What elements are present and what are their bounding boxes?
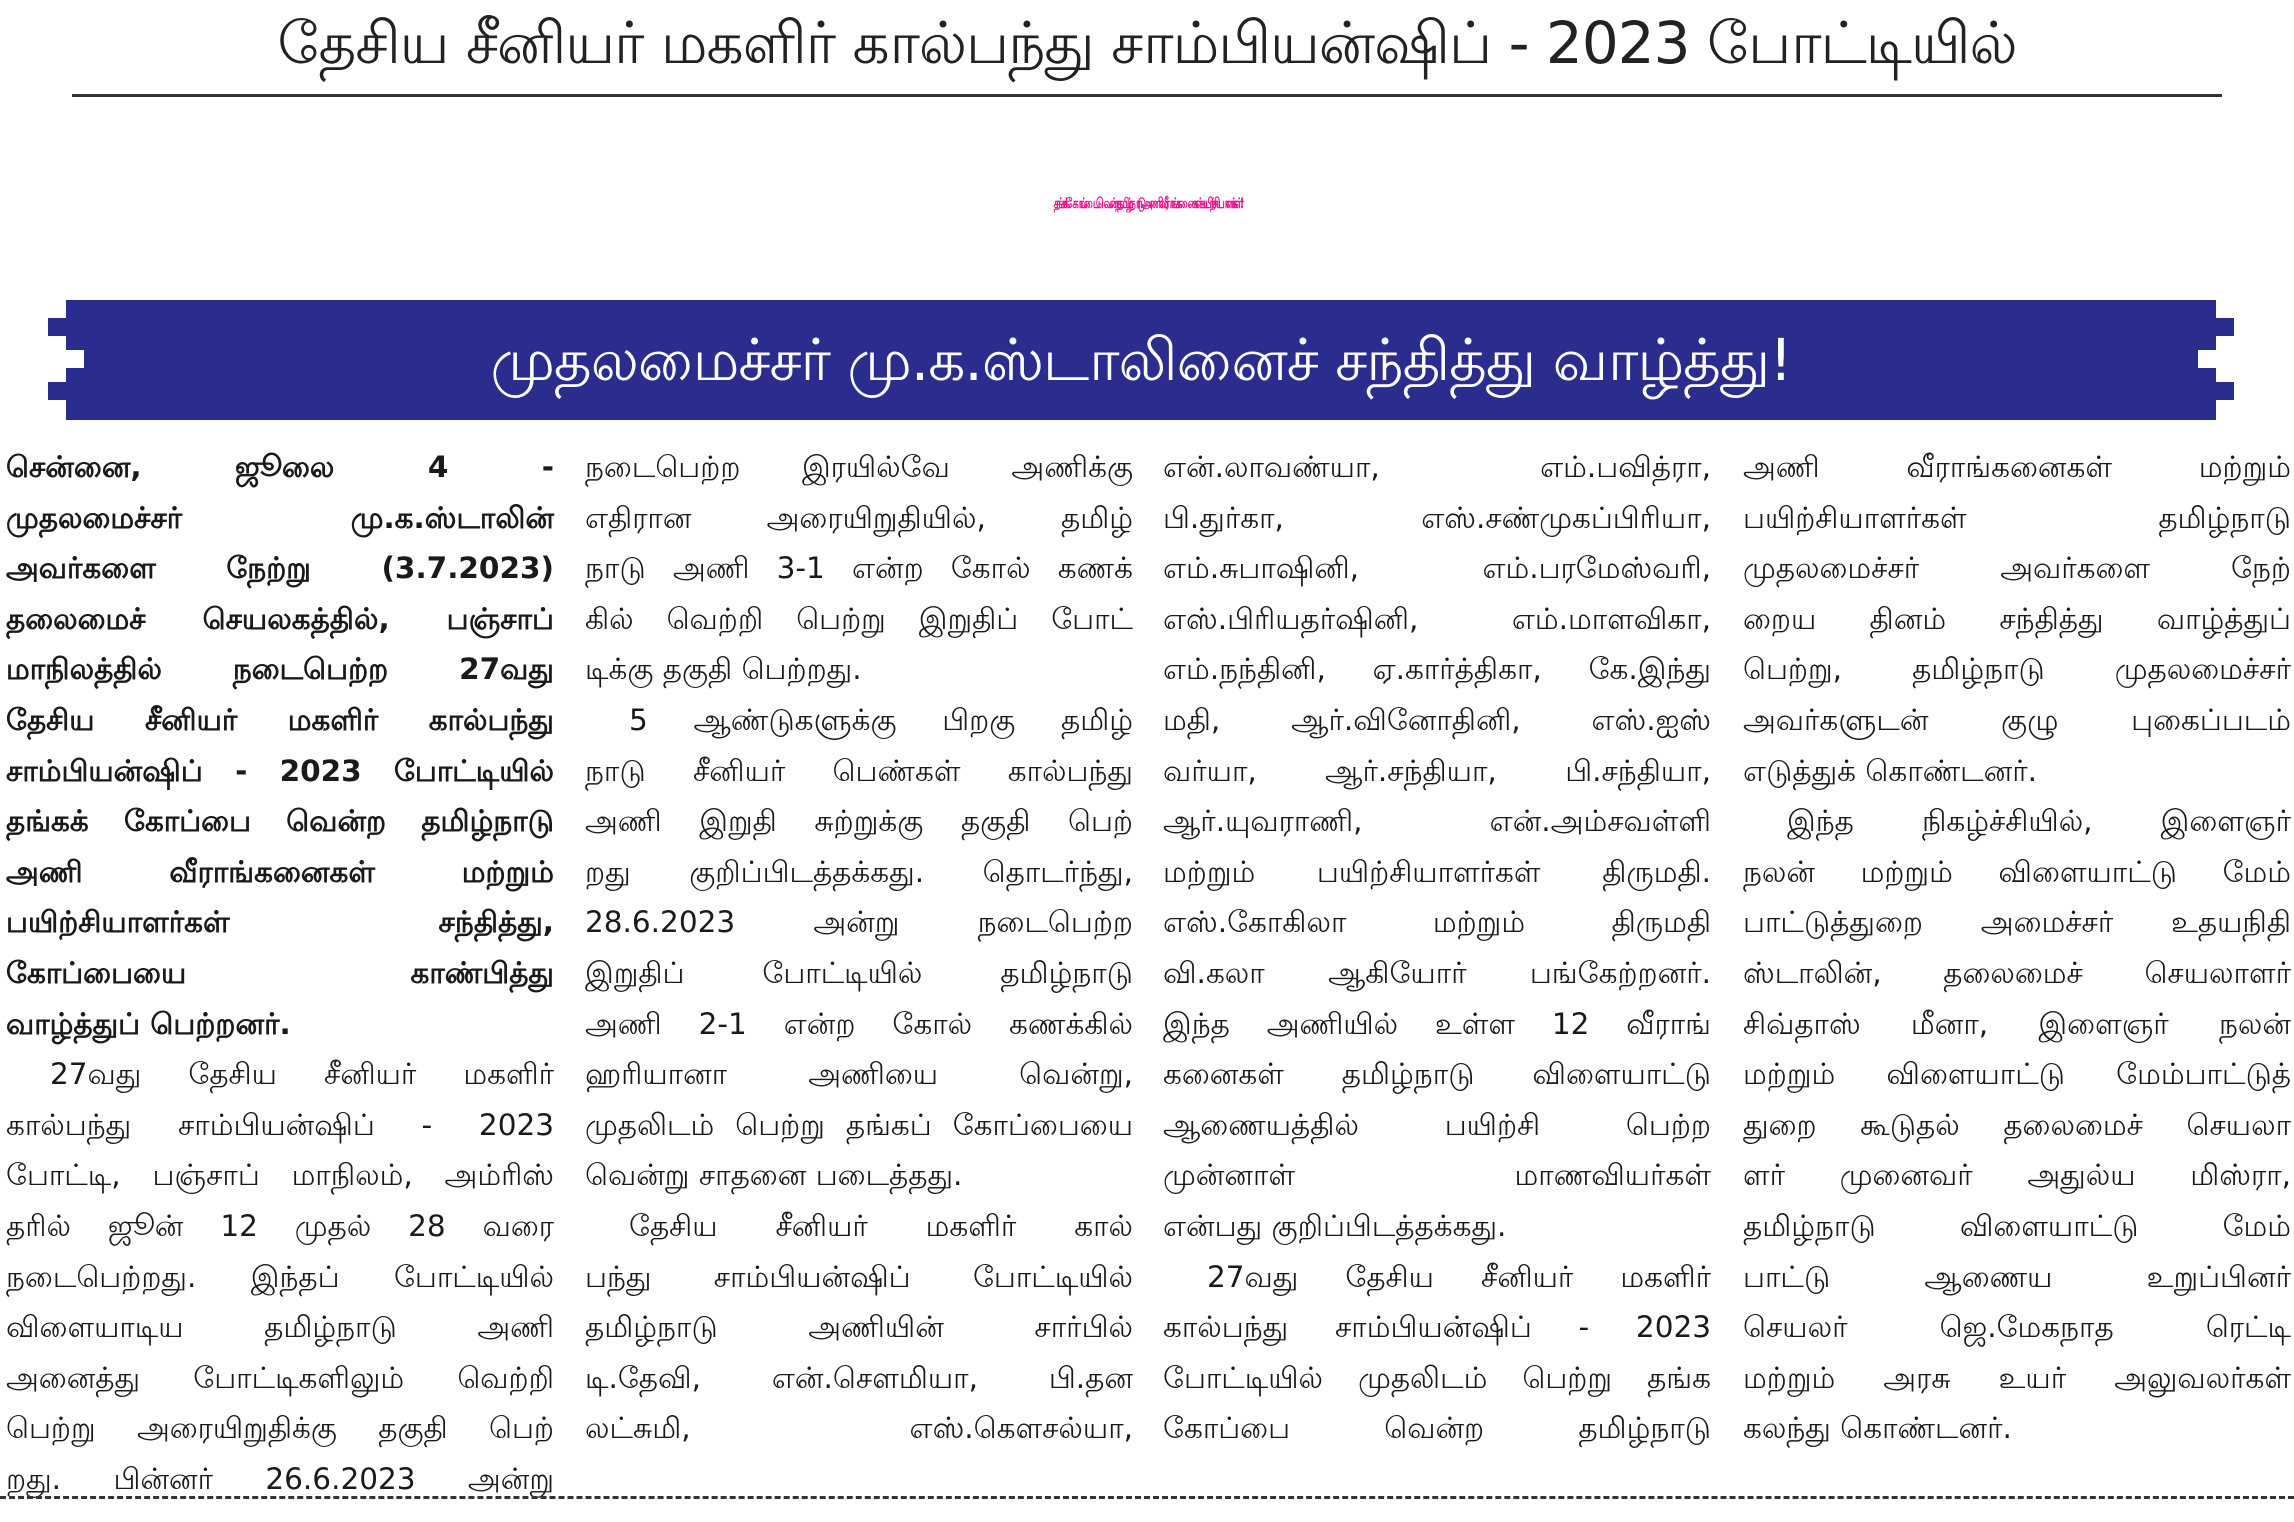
body-line: ஆர்.யுவராணி, என்.அம்சவள்ளி <box>1163 804 1711 839</box>
body-line: கில் வெற்றி பெற்று இறுதிப் போட் <box>585 601 1133 636</box>
lead-line: அவர்களை நேற்று (3.7.2023) <box>6 551 554 586</box>
body-line: மதி, ஆர்.வினோதினி, எஸ்.ஐஸ் <box>1163 702 1711 737</box>
body-line: றைய தினம் சந்தித்து வாழ்த்துப் <box>1743 601 2291 636</box>
body-line: எம்.நந்தினி, ஏ.கார்த்திகா, கே.இந்து <box>1163 652 1711 687</box>
body-line: என்பது குறிப்பிடத்தக்கது. <box>1163 1208 1507 1243</box>
dateline: சென்னை, ஜூலை 4 - <box>6 450 554 484</box>
banner-deco-left-1 <box>48 318 66 336</box>
lead-line: அணி வீராங்கனைகள் மற்றும் <box>6 854 554 889</box>
body-line: 27வது தேசிய சீனியர் மகளிர் <box>1207 1259 1711 1294</box>
lead-line: தங்கக் கோப்பை வென்ற தமிழ்நாடு <box>6 804 554 839</box>
article-column-1 <box>6 442 554 1504</box>
body-line: பந்து சாம்பியன்ஷிப் போட்டியில் <box>585 1259 1133 1294</box>
lead-line: வாழ்த்துப் பெற்றனர். <box>6 1006 291 1041</box>
body-line: 28.6.2023 அன்று நடைபெற்ற <box>585 905 1133 940</box>
body-line: கனைகள் தமிழ்நாடு விளையாட்டு <box>1163 1057 1711 1092</box>
body-line: அணி 2-1 என்ற கோல் கணக்கில் <box>585 1006 1133 1041</box>
body-line: றது குறிப்பிடத்தக்கது. தொடர்ந்து, <box>585 854 1133 889</box>
body-line: வர்யா, ஆர்.சந்தியா, பி.சந்தியா, <box>1163 753 1711 788</box>
article-column-2 <box>585 442 1133 1454</box>
bottom-dashed-divider <box>0 1496 2294 1499</box>
body-line: நாடு சீனியர் பெண்கள் கால்பந்து <box>585 753 1133 788</box>
article-column-4 <box>1743 442 2291 1454</box>
article-column-3 <box>1163 442 1711 1454</box>
body-line: போட்டியில் முதலிடம் பெற்று தங்க <box>1163 1360 1711 1395</box>
body-line: அவர்களுடன் குழு புகைப்படம் <box>1743 702 2291 737</box>
body-line: எதிரான அரையிறுதியில், தமிழ் <box>585 500 1133 535</box>
body-line: கோப்பை வென்ற தமிழ்நாடு <box>1163 1411 1711 1446</box>
body-line: கலந்து கொண்டனர். <box>1743 1411 2012 1446</box>
body-line: செயலர் ஜெ.மேகநாத ரெட்டி <box>1743 1310 2291 1345</box>
subheadline-text: முதலமைச்சர் மு.க.ஸ்டாலினைச் சந்தித்து வாழ்த்து! <box>490 326 1792 394</box>
lead-line: மாநிலத்தில் நடைபெற்ற 27வது <box>6 652 554 687</box>
body-line: எஸ்.கோகிலா மற்றும் திருமதி <box>1163 905 1711 940</box>
lead-line: தேசிய சீனியர் மகளிர் கால்பந்து <box>6 702 554 737</box>
body-line: நாடு அணி 3-1 என்ற கோல் கணக் <box>585 551 1133 586</box>
main-headline: தங்கக் கோப்பை வென்ற தமிழ்நாடு அணி வீராங்கனைகள் - பயிற்சியாளர்கள்! <box>1053 196 1241 213</box>
body-line: நடைபெற்றது. இந்தப் போட்டியில் <box>6 1259 554 1294</box>
body-line: எஸ்.பிரியதர்ஷினி, எம்.மாளவிகா, <box>1163 601 1711 636</box>
lead-line: முதலமைச்சர் மு.க.ஸ்டாலின் <box>6 500 554 535</box>
body-line: இந்த அணியில் உள்ள 12 வீராங் <box>1163 1006 1711 1041</box>
body-line: விளையாடிய தமிழ்நாடு அணி <box>6 1310 554 1345</box>
body-line: 27வது தேசிய சீனியர் மகளிர் <box>50 1057 554 1092</box>
subheadline-banner <box>66 300 2216 420</box>
body-line: எடுத்துக் கொண்டனர். <box>1743 753 2038 788</box>
body-line: றது. பின்னர் 26.6.2023 அன்று <box>6 1461 554 1496</box>
body-line: பெற்று, தமிழ்நாடு முதலமைச்சர் <box>1743 652 2291 687</box>
body-line: பி.துர்கா, எஸ்.சண்முகப்பிரியா, <box>1163 500 1711 535</box>
body-line: பாட்டு ஆணைய உறுப்பினர் <box>1743 1259 2291 1294</box>
body-line: சிவ்தாஸ் மீனா, இளைஞர் நலன் <box>1743 1006 2291 1041</box>
body-line: வென்று சாதனை படைத்தது. <box>585 1158 963 1193</box>
body-line: தேசிய சீனியர் மகளிர் கால் <box>629 1208 1133 1243</box>
body-line: அணி வீராங்கனைகள் மற்றும் <box>1743 450 2291 484</box>
body-line: டிக்கு தகுதி பெற்றது. <box>585 652 862 687</box>
body-line: மற்றும் பயிற்சியாளர்கள் திருமதி. <box>1163 854 1711 889</box>
body-line: ஹரியானா அணியை வென்று, <box>585 1057 1133 1092</box>
body-line: நலன் மற்றும் விளையாட்டு மேம் <box>1743 854 2291 889</box>
body-line: வி.கலா ஆகியோர் பங்கேற்றனர். <box>1163 955 1711 990</box>
body-line: அணி இறுதி சுற்றுக்கு தகுதி பெற் <box>585 804 1133 839</box>
body-line: பயிற்சியாளர்கள் தமிழ்நாடு <box>1743 500 2291 535</box>
body-line: ளர் முனைவர் அதுல்ய மிஸ்ரா, <box>1743 1158 2291 1193</box>
banner-deco-left-3 <box>66 350 84 368</box>
body-line: முதலமைச்சர் அவர்களை நேற் <box>1743 551 2291 586</box>
banner-deco-right-3 <box>2198 350 2216 368</box>
body-line: தமிழ்நாடு அணியின் சார்பில் <box>585 1310 1133 1345</box>
body-line: நடைபெற்ற இரயில்வே அணிக்கு <box>585 450 1133 484</box>
body-line: இறுதிப் போட்டியில் தமிழ்நாடு <box>585 955 1133 990</box>
body-line: பாட்டுத்துறை அமைச்சர் உதயநிதி <box>1743 905 2291 940</box>
body-line: தமிழ்நாடு விளையாட்டு மேம் <box>1743 1208 2291 1243</box>
kicker-headline: தேசிய சீனியர் மகளிர் கால்பந்து சாம்பியன்ஷிப் - 2023 போட்டியில் <box>277 9 2017 77</box>
body-line: பெற்று அரையிறுதிக்கு தகுதி பெற் <box>6 1411 554 1446</box>
body-line: கால்பந்து சாம்பியன்ஷிப் - 2023 <box>1163 1310 1711 1345</box>
lead-line: தலைமைச் செயலகத்தில், பஞ்சாப் <box>6 601 554 636</box>
banner-deco-right-1 <box>2216 318 2234 336</box>
body-line: மற்றும் விளையாட்டு மேம்பாட்டுத் <box>1743 1057 2291 1092</box>
body-line: அனைத்து போட்டிகளிலும் வெற்றி <box>6 1360 554 1395</box>
lead-line: சாம்பியன்ஷிப் - 2023 போட்டியில் <box>6 753 554 788</box>
banner-deco-right-2 <box>2216 382 2234 400</box>
body-line: கால்பந்து சாம்பியன்ஷிப் - 2023 <box>6 1107 554 1142</box>
body-line: முதலிடம் பெற்று தங்கப் கோப்பையை <box>585 1107 1133 1142</box>
body-line: ஸ்டாலின், தலைமைச் செயலாளர் <box>1743 955 2291 990</box>
body-line: முன்னாள் மாணவியர்கள் <box>1163 1158 1711 1193</box>
body-line: என்.லாவண்யா, எம்.பவித்ரா, <box>1163 450 1711 484</box>
body-line: துறை கூடுதல் தலைமைச் செயலா <box>1743 1107 2291 1142</box>
body-line: தரில் ஜூன் 12 முதல் 28 வரை <box>6 1208 554 1243</box>
body-line: ஆணையத்தில் பயிற்சி பெற்ற <box>1163 1107 1711 1142</box>
body-line: இந்த நிகழ்ச்சியில், இளைஞர் <box>1787 804 2291 839</box>
banner-deco-left-2 <box>48 382 66 400</box>
body-line: போட்டி, பஞ்சாப் மாநிலம், அம்ரிஸ் <box>6 1158 554 1193</box>
body-line: மற்றும் அரசு உயர் அலுவலர்கள் <box>1743 1360 2291 1395</box>
body-line: லட்சுமி, எஸ்.கௌசல்யா, <box>585 1411 1133 1446</box>
body-line: எம்.சுபாஷினி, எம்.பரமேஸ்வரி, <box>1163 551 1711 586</box>
body-line: 5 ஆண்டுகளுக்கு பிறகு தமிழ் <box>629 702 1133 737</box>
lead-line: கோப்பையை காண்பித்து <box>6 955 554 990</box>
body-line: டி.தேவி, என்.சௌமியா, பி.தன <box>585 1360 1133 1395</box>
lead-line: பயிற்சியாளர்கள் சந்தித்து, <box>6 905 554 940</box>
